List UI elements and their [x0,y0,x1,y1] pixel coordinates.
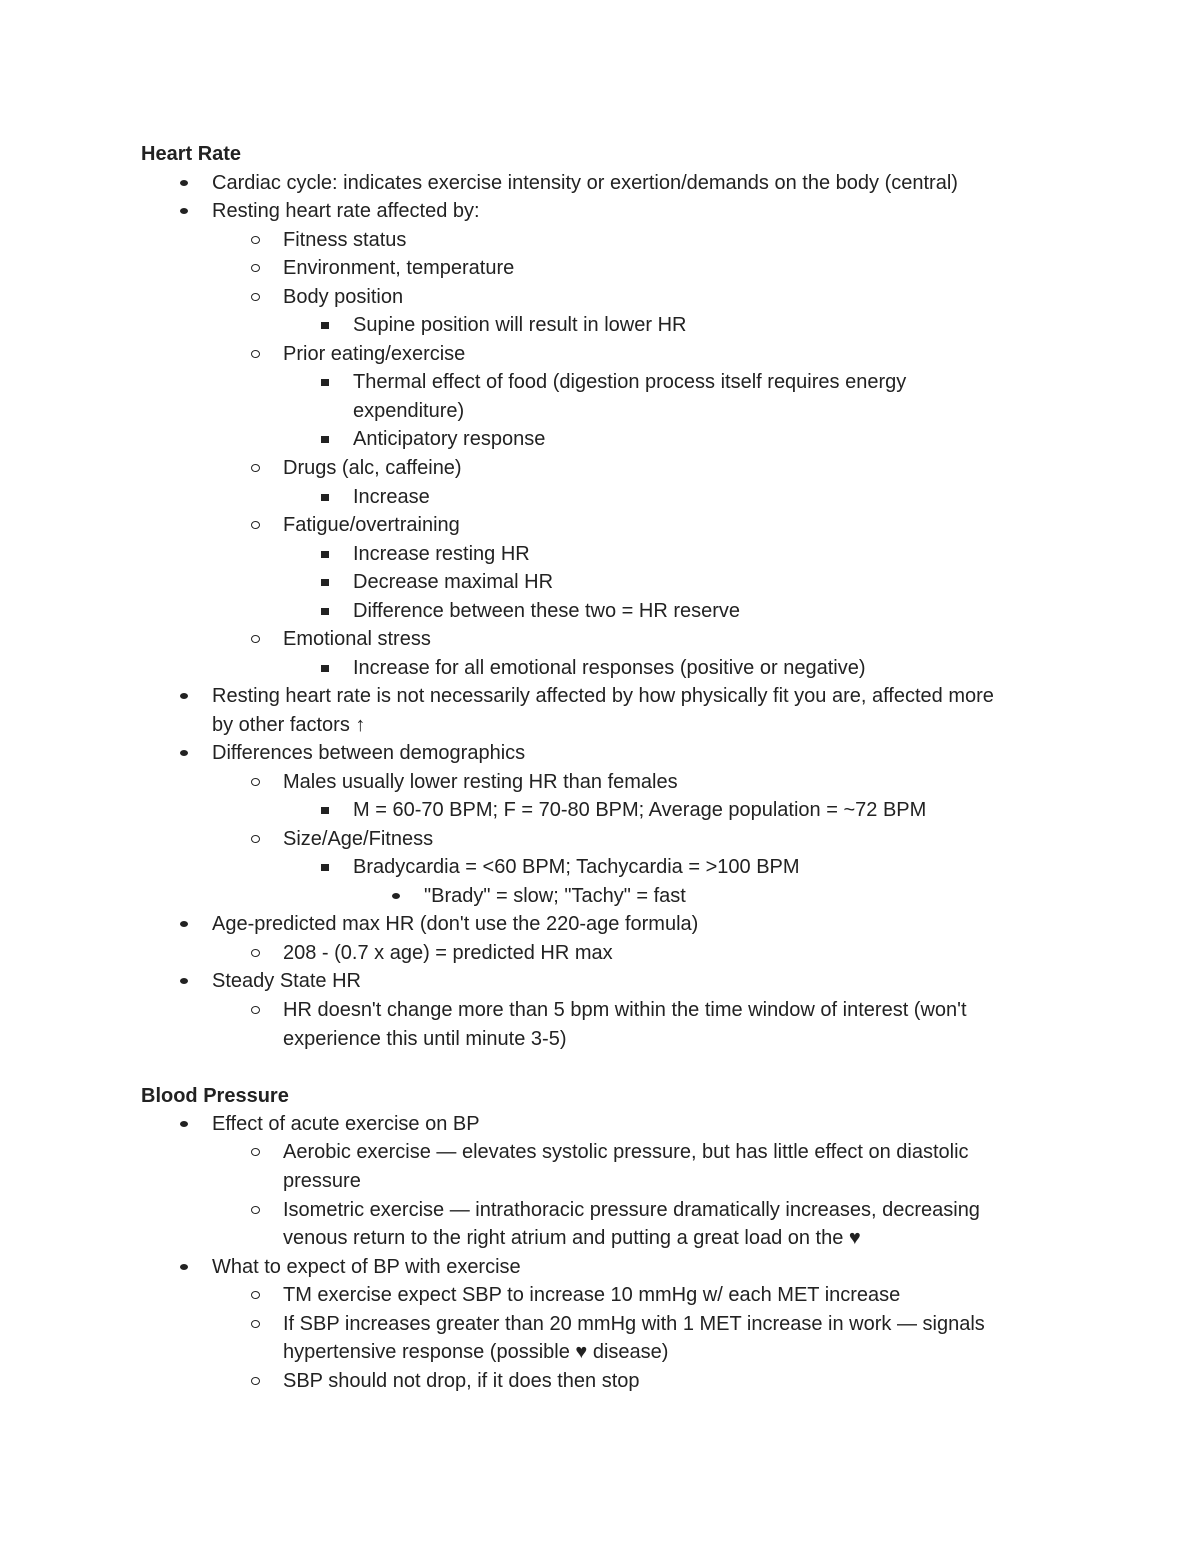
bullet-item: 208 - (0.7 x age) = predicted HR max [283,939,613,968]
bullet-item: Effect of acute exercise on BP [212,1110,480,1139]
bullet-circle-icon [251,236,260,244]
bullet-disc-icon [180,1121,188,1127]
bullet-item: HR doesn't change more than 5 bpm within the time window of interest (won't [283,996,967,1025]
bullet-circle-icon [251,835,260,843]
bullet-circle-icon [251,1377,260,1385]
bullet-item: Increase resting HR [353,540,530,569]
bullet-square-icon [321,864,329,871]
bullet-item: SBP should not drop, if it does then stop [283,1367,640,1396]
bullet-square-icon [321,436,329,443]
bullet-circle-icon [251,521,260,529]
bullet-circle-icon [251,1006,260,1014]
bullet-item: "Brady" = slow; "Tachy" = fast [424,882,686,911]
bullet-item: Steady State HR [212,967,361,996]
bullet-item-continuation: venous return to the right atrium and putting a great load on the ♥ [283,1227,861,1249]
bullet-circle-icon [251,1206,260,1214]
bullet-disc-icon [392,893,400,899]
bullet-item: Drugs (alc, caffeine) [283,454,462,483]
bullet-item: Increase for all emotional responses (positive or negative) [353,654,865,683]
bullet-item: Fitness status [283,226,406,255]
bullet-item-continuation: experience this until minute 3-5) [283,1028,567,1050]
bullet-circle-icon [251,1291,260,1299]
heading-blood-pressure: Blood Pressure [141,1085,289,1107]
bullet-item: Environment, temperature [283,254,514,283]
bullet-square-icon [321,608,329,615]
bullet-square-icon [321,379,329,386]
bullet-item: Cardiac cycle: indicates exercise intensity or exertion/demands on the body (central) [212,169,958,198]
bullet-item: Prior eating/exercise [283,340,465,369]
bullet-item: Aerobic exercise — elevates systolic pressure, but has little effect on diastolic [283,1138,969,1167]
bullet-circle-icon [251,1320,260,1328]
bullet-item-continuation: pressure [283,1170,361,1192]
bullet-circle-icon [251,264,260,272]
bullet-square-icon [321,551,329,558]
bullet-item: Emotional stress [283,625,431,654]
bullet-item: TM exercise expect SBP to increase 10 mmHg w/ each MET increase [283,1281,900,1310]
bullet-item: Increase [353,483,430,512]
bullet-item: Thermal effect of food (digestion process itself requires energy [353,368,906,397]
bullet-item: If SBP increases greater than 20 mmHg with 1 MET increase in work — signals [283,1310,985,1339]
bullet-item: Bradycardia = <60 BPM; Tachycardia = >100 BPM [353,853,800,882]
bullet-circle-icon [251,350,260,358]
bullet-disc-icon [180,208,188,214]
bullet-square-icon [321,322,329,329]
bullet-item: Decrease maximal HR [353,568,553,597]
bullet-square-icon [321,579,329,586]
bullet-item: Fatigue/overtraining [283,511,460,540]
bullet-item: Anticipatory response [353,425,545,454]
bullet-disc-icon [180,180,188,186]
bullet-item: Body position [283,283,403,312]
bullet-circle-icon [251,949,260,957]
bullet-item: Isometric exercise — intrathoracic pressure dramatically increases, decreasing [283,1196,980,1225]
bullet-square-icon [321,494,329,501]
bullet-disc-icon [180,921,188,927]
bullet-circle-icon [251,464,260,472]
bullet-item: What to expect of BP with exercise [212,1253,521,1282]
bullet-item-continuation: by other factors ↑ [212,714,366,736]
bullet-disc-icon [180,750,188,756]
bullet-item: M = 60-70 BPM; F = 70-80 BPM; Average population = ~72 BPM [353,796,926,825]
bullet-circle-icon [251,293,260,301]
bullet-item: Difference between these two = HR reserve [353,597,740,626]
bullet-square-icon [321,665,329,672]
heading-heart-rate: Heart Rate [141,143,242,165]
bullet-disc-icon [180,1264,188,1270]
bullet-item-continuation: hypertensive response (possible ♥ disease) [283,1341,669,1363]
bullet-disc-icon [180,978,188,984]
bullet-circle-icon [251,778,260,786]
bullet-item-continuation: expenditure) [353,400,465,422]
bullet-item: Size/Age/Fitness [283,825,433,854]
bullet-item: Males usually lower resting HR than females [283,768,678,797]
bullet-square-icon [321,807,329,814]
bullet-item: Resting heart rate affected by: [212,197,480,226]
bullet-circle-icon [251,1148,260,1156]
bullet-item: Differences between demographics [212,739,525,768]
bullet-circle-icon [251,635,260,643]
bullet-disc-icon [180,693,188,699]
bullet-item: Resting heart rate is not necessarily affected by how physically fit you are, affected more [212,682,994,711]
bullet-item: Supine position will result in lower HR [353,311,686,340]
bullet-item: Age-predicted max HR (don't use the 220-age formula) [212,910,698,939]
